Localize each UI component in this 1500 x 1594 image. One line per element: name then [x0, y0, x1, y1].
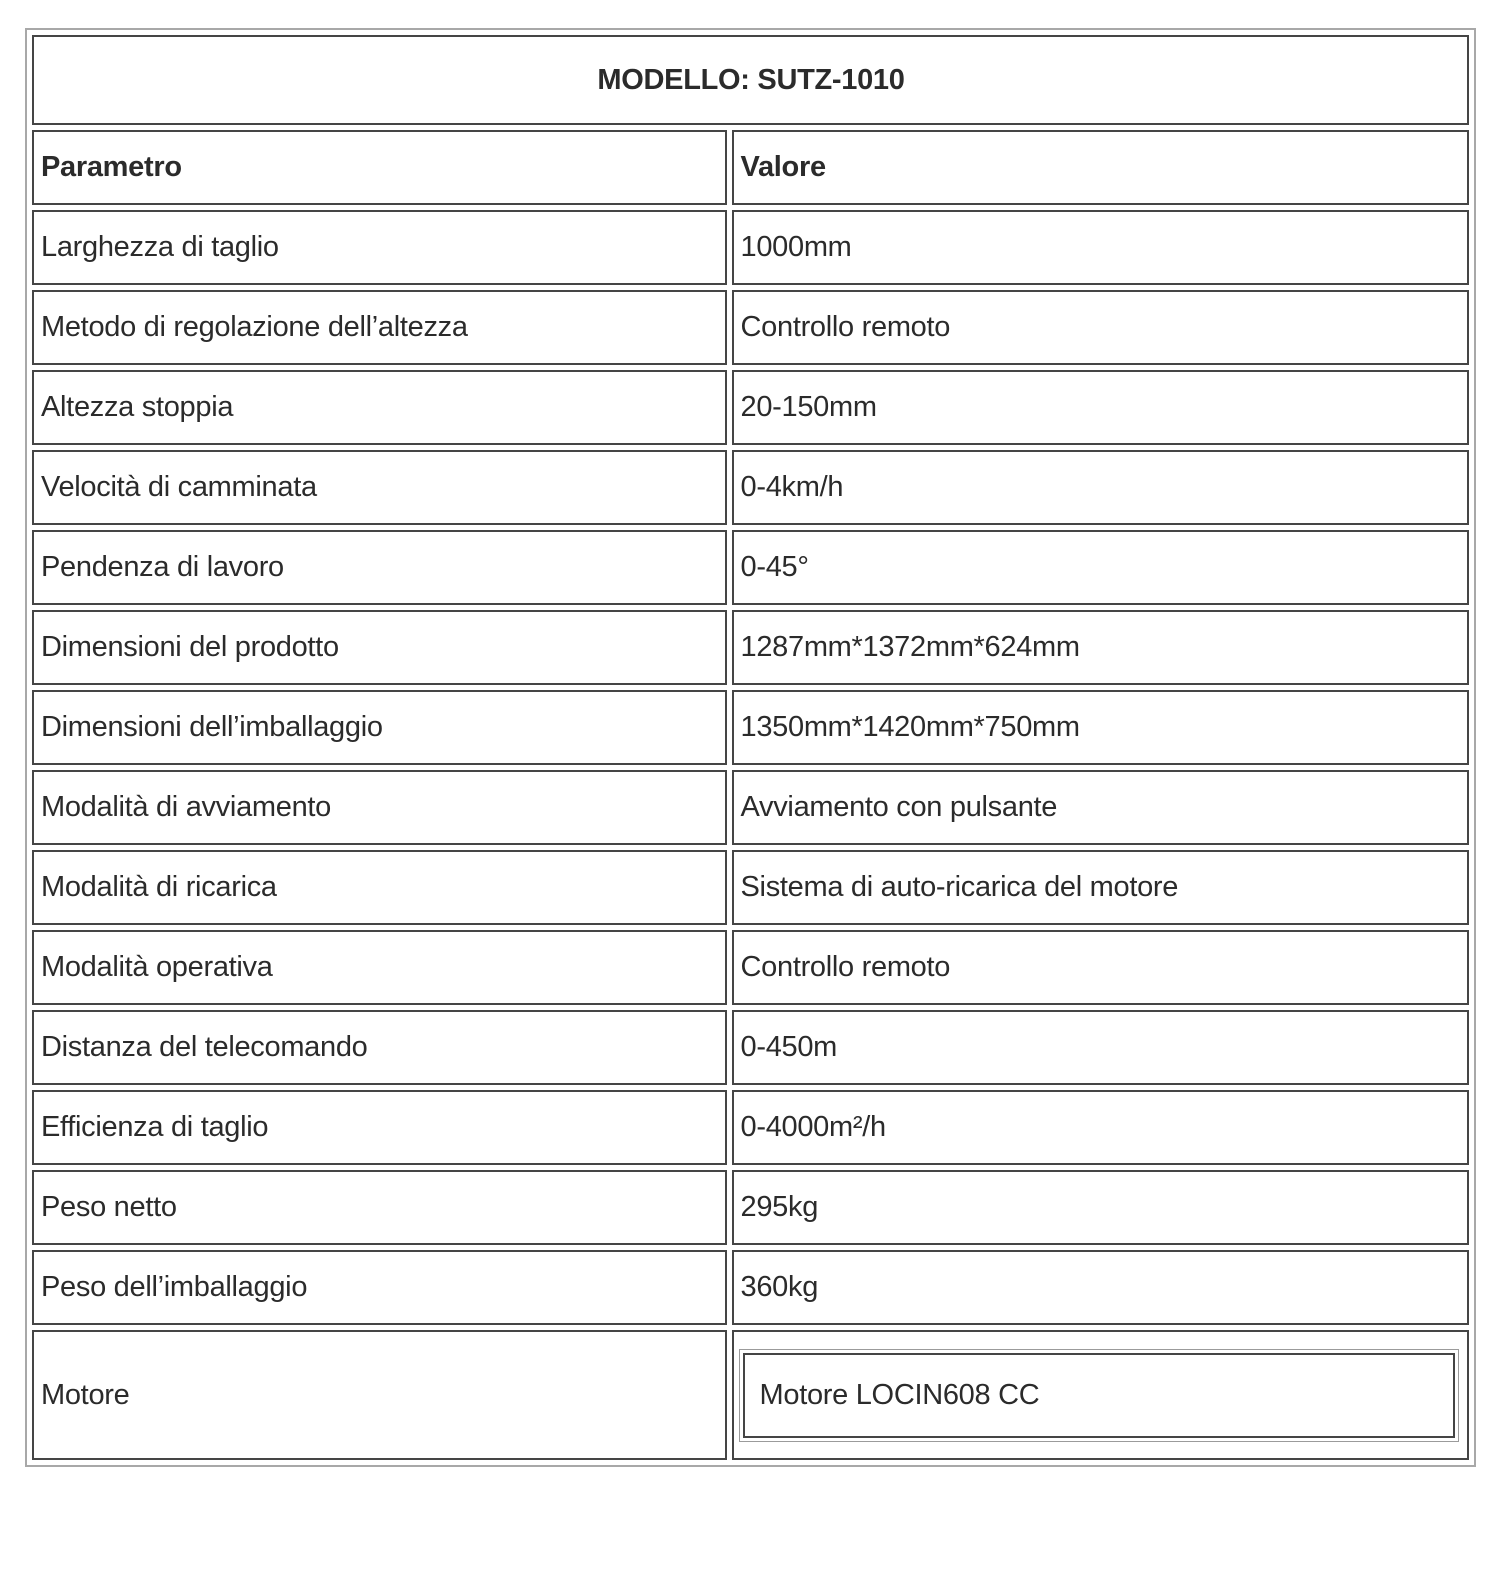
table-row — [32, 370, 1469, 445]
param-cell: Dimensioni del prodotto — [32, 610, 727, 685]
engine-value-box — [739, 1349, 1459, 1442]
table-row — [32, 210, 1469, 285]
value-cell: 20-150mm — [732, 370, 1469, 445]
table-row — [32, 530, 1469, 605]
param-cell: Peso dell’imballaggio — [32, 1250, 727, 1325]
spec-table — [25, 28, 1476, 1467]
table-row — [32, 450, 1469, 525]
value-cell: Sistema di auto-ricarica del motore — [732, 850, 1469, 925]
param-cell: Efficienza di taglio — [32, 1090, 727, 1165]
value-cell: Avviamento con pulsante — [732, 770, 1469, 845]
table-row — [32, 1170, 1469, 1245]
table-row — [32, 930, 1469, 1005]
param-cell: Larghezza di taglio — [32, 210, 727, 285]
value-cell: 0-45° — [732, 530, 1469, 605]
value-cell: Controllo remoto — [732, 290, 1469, 365]
table-row — [32, 850, 1469, 925]
table-row — [32, 1330, 1469, 1460]
table-title-row — [32, 35, 1469, 125]
value-cell: 0-450m — [732, 1010, 1469, 1085]
value-cell: 360kg — [732, 1250, 1469, 1325]
column-header-valore: Valore — [732, 130, 1469, 205]
value-cell: 295kg — [732, 1170, 1469, 1245]
table-row — [32, 1010, 1469, 1085]
value-cell: Controllo remoto — [732, 930, 1469, 1005]
table-row — [32, 690, 1469, 765]
param-cell: Pendenza di lavoro — [32, 530, 727, 605]
table-row — [32, 290, 1469, 365]
value-cell: 1000mm — [732, 210, 1469, 285]
param-cell: Altezza stoppia — [32, 370, 727, 445]
param-cell: Modalità operativa — [32, 930, 727, 1005]
param-cell: Motore — [32, 1330, 727, 1460]
param-cell: Modalità di avviamento — [32, 770, 727, 845]
column-header-parametro: Parametro — [32, 130, 727, 205]
value-cell — [732, 1330, 1469, 1460]
table-row — [32, 1090, 1469, 1165]
param-cell: Peso netto — [32, 1170, 727, 1245]
value-cell: 0-4km/h — [732, 450, 1469, 525]
table-row — [32, 610, 1469, 685]
table-header-row — [32, 130, 1469, 205]
table-row — [32, 770, 1469, 845]
param-cell: Velocità di camminata — [32, 450, 727, 525]
param-cell: Dimensioni dell’imballaggio — [32, 690, 727, 765]
value-cell: 1350mm*1420mm*750mm — [732, 690, 1469, 765]
value-cell: 0-4000m²/h — [732, 1090, 1469, 1165]
param-cell: Distanza del telecomando — [32, 1010, 727, 1085]
table-row — [32, 1250, 1469, 1325]
param-cell: Modalità di ricarica — [32, 850, 727, 925]
param-cell: Metodo di regolazione dell’altezza — [32, 290, 727, 365]
engine-value-text: Motore LOCIN608 CC — [743, 1353, 1455, 1438]
value-cell: 1287mm*1372mm*624mm — [732, 610, 1469, 685]
page-title: MODELLO: SUTZ-1010 — [32, 35, 1469, 125]
